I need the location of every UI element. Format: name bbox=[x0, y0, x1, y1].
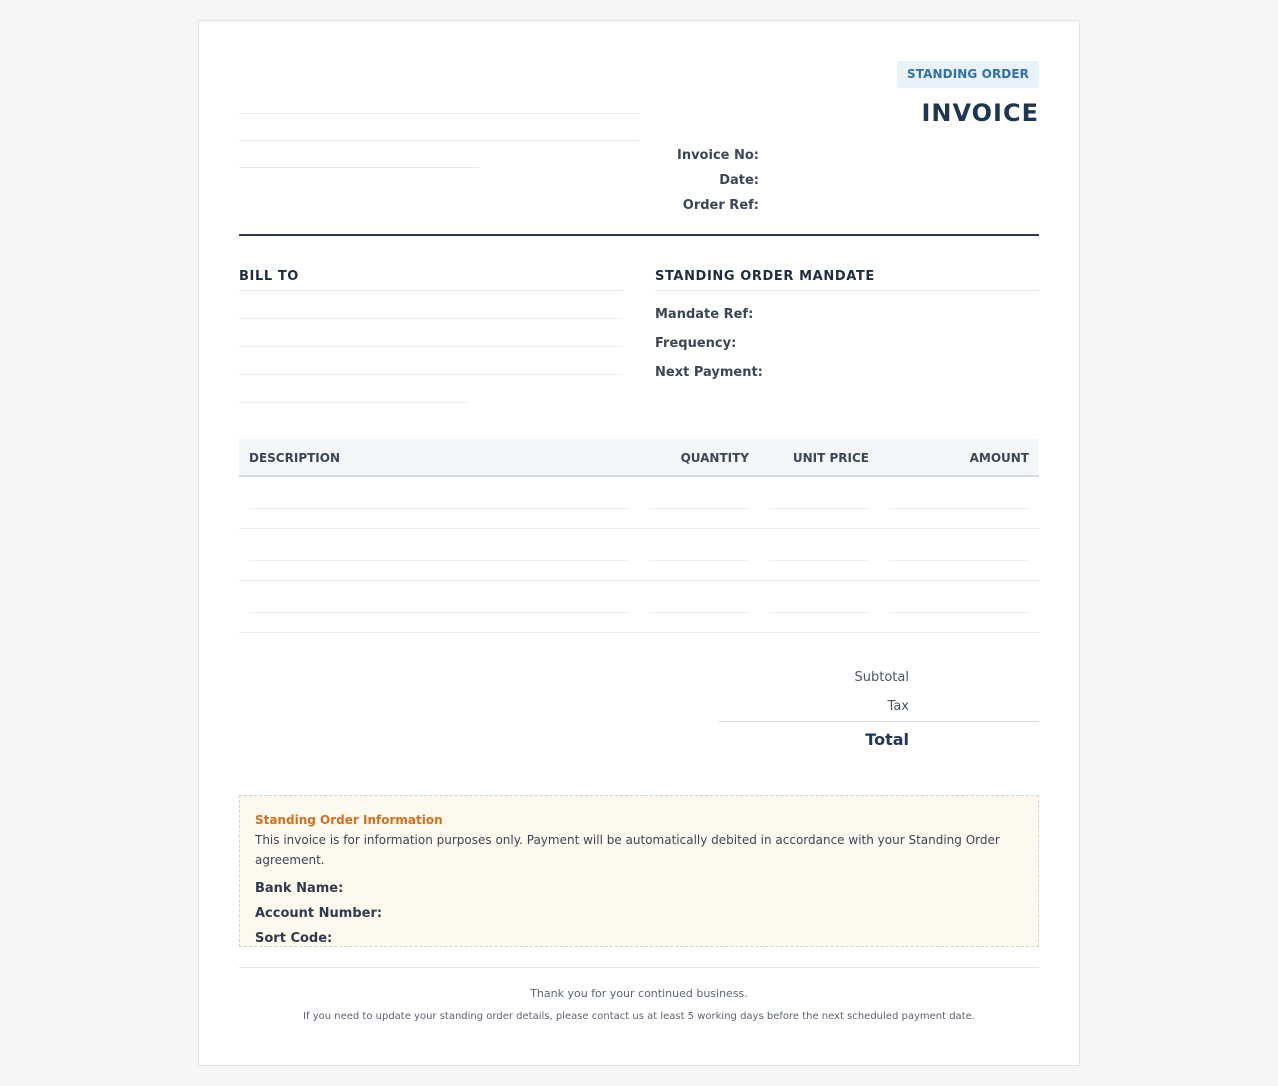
column-header-unit-price: UNIT PRICE bbox=[792, 451, 869, 465]
next-payment-label: Next Payment: bbox=[655, 365, 763, 380]
footer-note: If you need to update your standing order details, please contact us at least 5 working days before the next scheduled payment date. bbox=[303, 1011, 975, 1022]
quantity-cell bbox=[649, 560, 749, 561]
column-header-quantity: QUANTITY bbox=[680, 451, 749, 465]
tax-label: Tax bbox=[887, 699, 909, 714]
mandate-ref-label: Mandate Ref: bbox=[655, 307, 754, 322]
order-ref-label: Order Ref: bbox=[682, 198, 759, 213]
bill-to-line bbox=[239, 318, 623, 319]
amount-cell bbox=[889, 612, 1029, 613]
column-header-amount: AMOUNT bbox=[969, 451, 1029, 465]
account-number-label: Account Number: bbox=[255, 906, 383, 921]
sender-address-block bbox=[239, 113, 639, 194]
total-label: Total bbox=[865, 730, 909, 749]
table-header bbox=[239, 439, 1039, 477]
quantity-cell bbox=[649, 508, 749, 509]
bill-to-title: BILL TO bbox=[239, 269, 623, 291]
bill-to-line bbox=[239, 402, 469, 403]
date-label: Date: bbox=[719, 173, 759, 188]
quantity-cell bbox=[649, 612, 749, 613]
sender-line bbox=[239, 140, 639, 141]
amount-cell bbox=[889, 560, 1029, 561]
bill-to-section bbox=[239, 269, 623, 403]
invoice-page bbox=[198, 20, 1080, 1066]
unit-price-cell bbox=[769, 560, 869, 561]
sort-code-label: Sort Code: bbox=[255, 931, 333, 946]
table-row bbox=[239, 477, 1039, 529]
invoice-title: INVOICE bbox=[921, 99, 1039, 127]
mandate-title: STANDING ORDER MANDATE bbox=[655, 269, 1039, 291]
unit-price-cell bbox=[769, 508, 869, 509]
bill-to-line bbox=[239, 346, 623, 347]
line-items-table bbox=[239, 439, 1039, 633]
mandate-section bbox=[655, 269, 1039, 387]
bill-to-line bbox=[239, 374, 623, 375]
footer-thanks: Thank you for your continued business. bbox=[530, 987, 748, 1000]
standing-order-badge: STANDING ORDER bbox=[897, 61, 1039, 88]
header-divider bbox=[239, 234, 1039, 236]
column-header-description: DESCRIPTION bbox=[249, 451, 341, 465]
table-row bbox=[239, 529, 1039, 581]
description-cell bbox=[249, 612, 629, 613]
footer-divider bbox=[239, 967, 1039, 968]
unit-price-cell bbox=[769, 612, 869, 613]
table-row bbox=[239, 581, 1039, 633]
invoice-meta bbox=[639, 143, 759, 218]
description-cell bbox=[249, 508, 629, 509]
info-text: This invoice is for information purposes only. Payment will be automatically debited in accordance with your Standing Order agreement. bbox=[255, 833, 1000, 867]
standing-order-info-box bbox=[239, 795, 1039, 947]
bank-name-label: Bank Name: bbox=[255, 881, 344, 896]
frequency-label: Frequency: bbox=[655, 336, 737, 351]
subtotal-label: Subtotal bbox=[854, 670, 909, 685]
invoice-no-label: Invoice No: bbox=[676, 148, 759, 163]
info-title: Standing Order Information bbox=[255, 813, 443, 827]
description-cell bbox=[249, 560, 629, 561]
sender-line bbox=[239, 113, 639, 114]
sender-line bbox=[239, 167, 479, 168]
amount-cell bbox=[889, 508, 1029, 509]
totals-block bbox=[719, 663, 1039, 758]
